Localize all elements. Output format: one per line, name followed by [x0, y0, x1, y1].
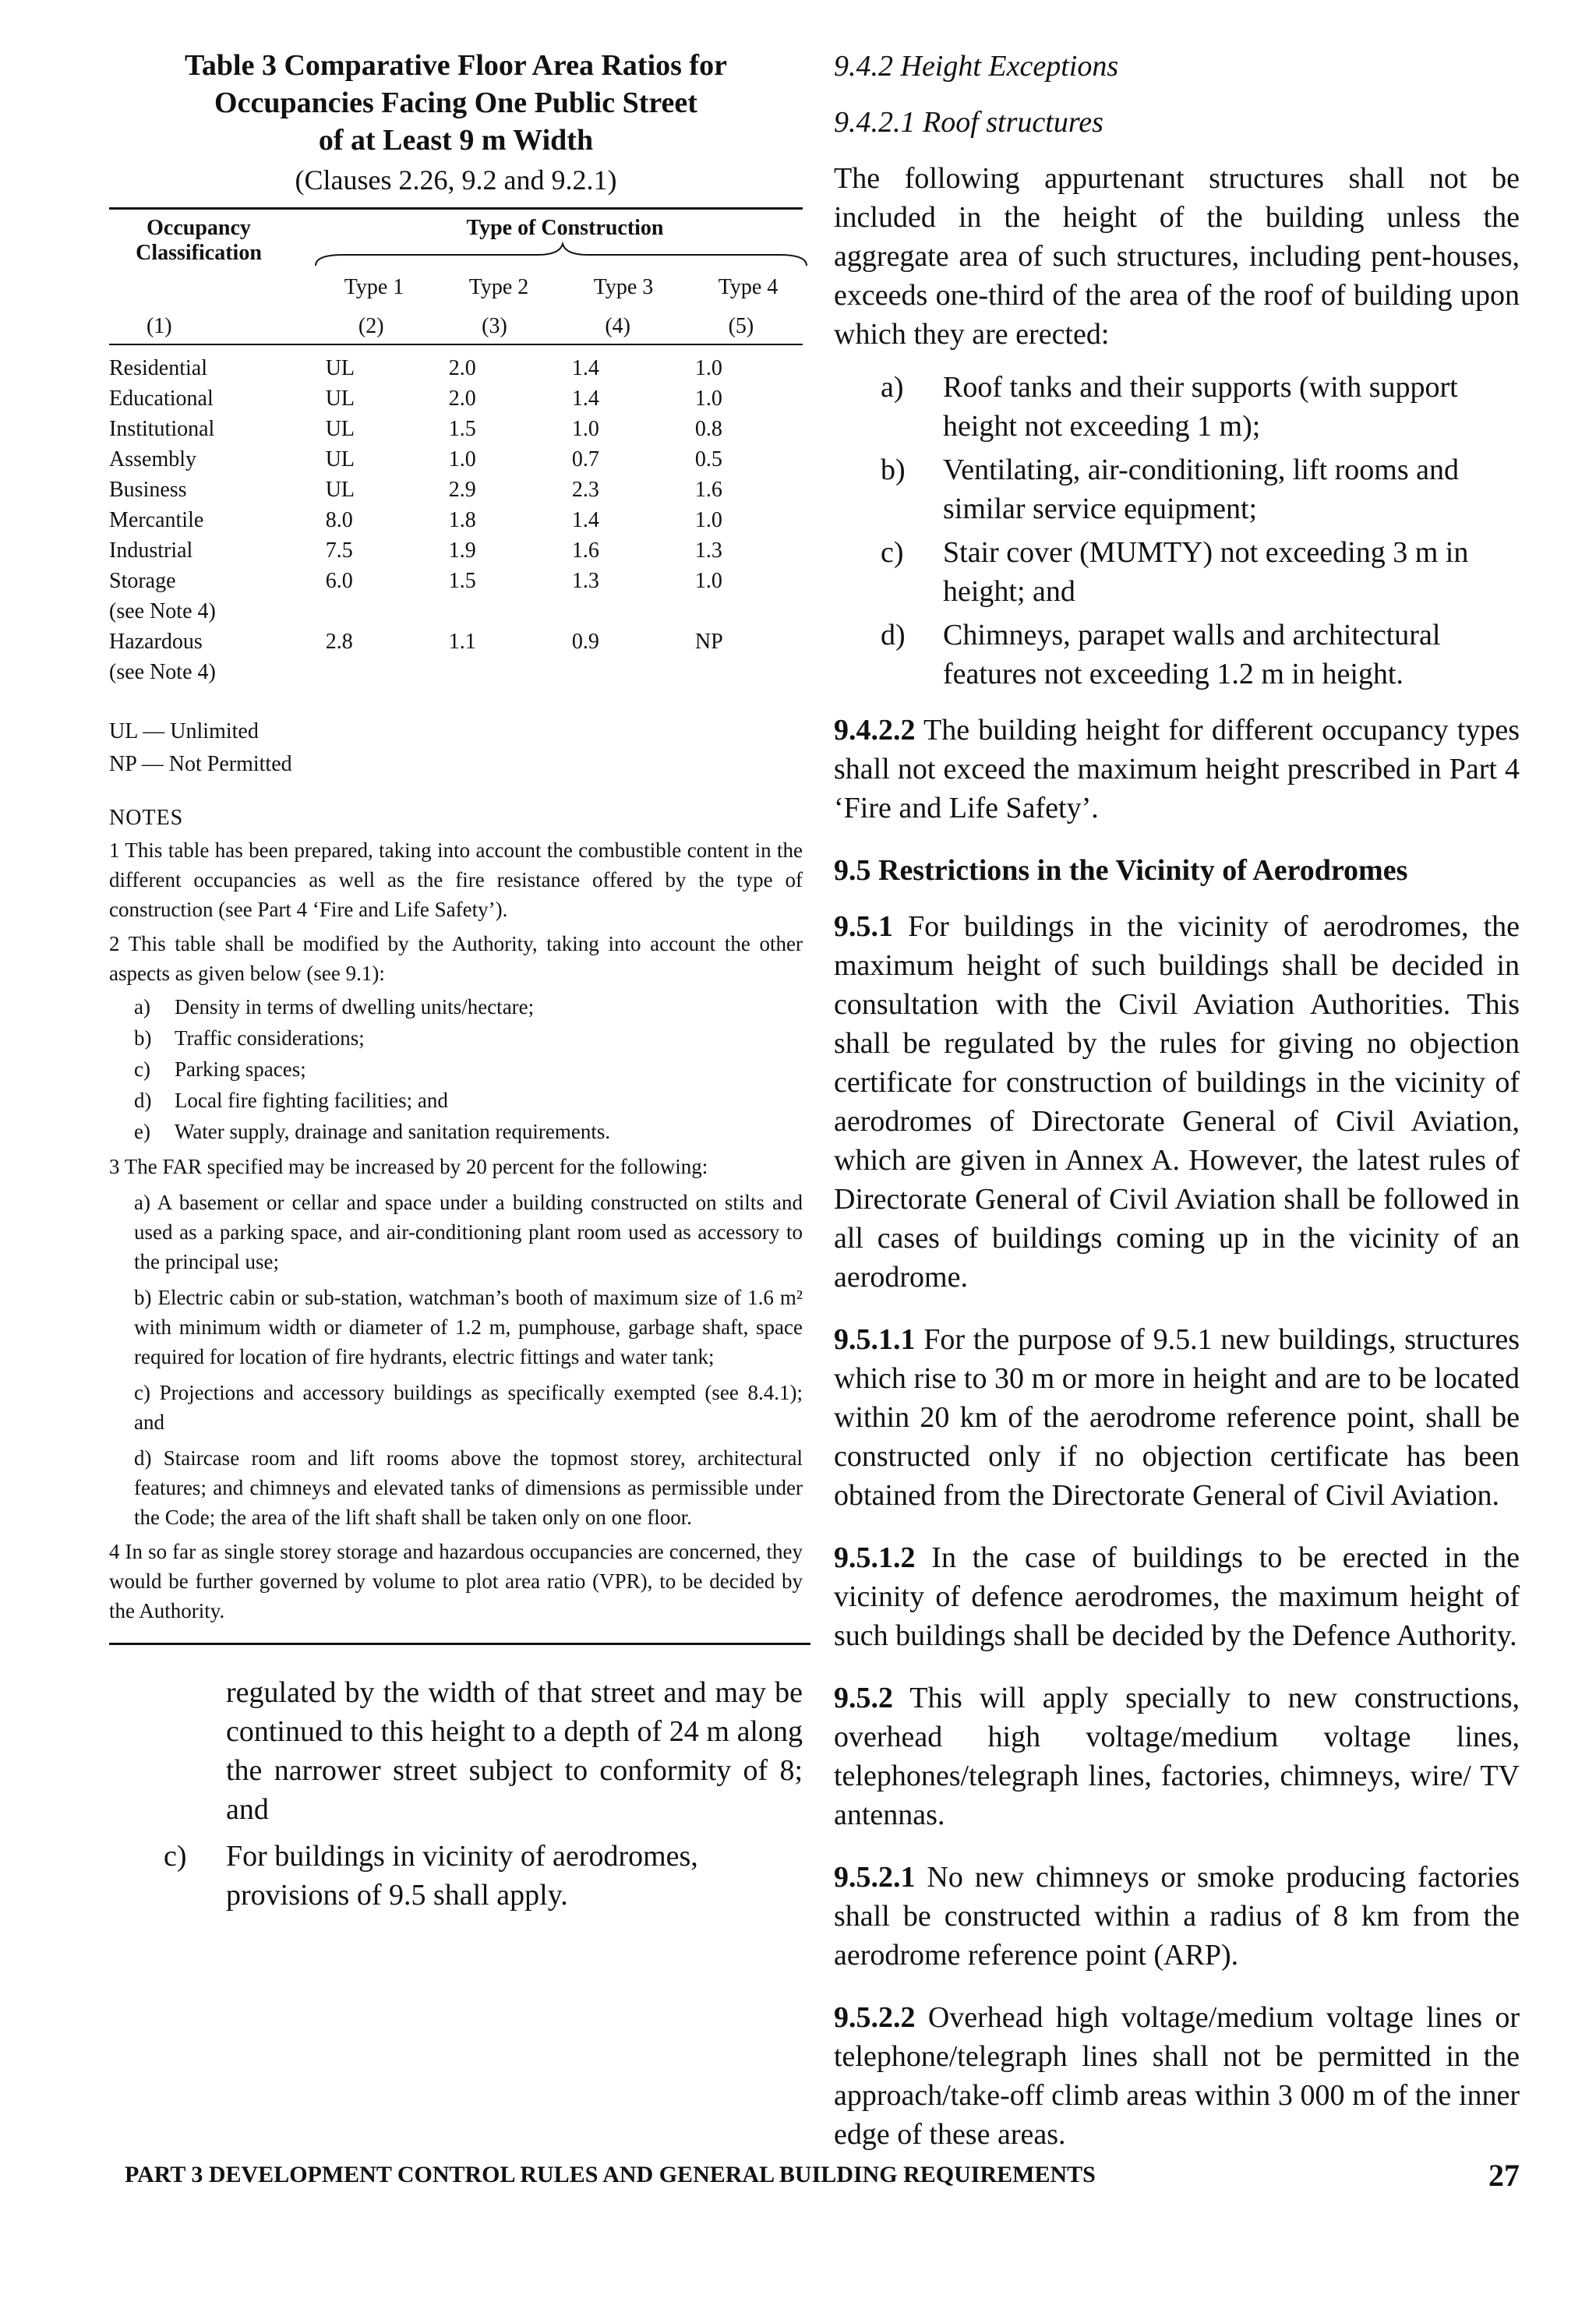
legend-item: UL — Unlimited: [109, 719, 259, 743]
note-2-list: [109, 991, 803, 1147]
table-row: [109, 475, 803, 505]
table-header: [109, 210, 803, 309]
far-value-cell: UL: [325, 478, 355, 502]
paragraph-9-5-2: [834, 1679, 1520, 1834]
clause-text: In the case of buildings to be erected in the vicinity of defence aerodromes, the maximum height of such buildings shall be decided by the Defence Authority.: [834, 1541, 1520, 1652]
clause-number: 9.5.1.1: [834, 1323, 916, 1356]
occupancy-name: Storage: [109, 569, 176, 593]
occupancy-name: Business: [109, 478, 187, 502]
occupancy-cell: [109, 414, 310, 444]
table-bottom-rule: [109, 1643, 810, 1645]
table-title-line: of at Least 9 m Width: [318, 124, 594, 157]
col-number: (1): [146, 314, 172, 338]
far-value-cell: 1.8: [448, 508, 476, 532]
list-label: d): [134, 1089, 152, 1112]
far-value-cell: 1.6: [571, 538, 599, 563]
occupancy-cell: [109, 627, 310, 687]
page-number: 27: [1488, 2158, 1520, 2193]
occupancy-note: (see Note 4): [109, 660, 216, 684]
roof-structures-list: [834, 368, 1520, 694]
list-text: Roof tanks and their supports (with support height not exceeding 1 m);: [943, 371, 1458, 443]
table-row: [109, 535, 803, 566]
far-value-cell: 1.4: [571, 508, 599, 532]
occupancy-cell: [109, 383, 310, 414]
list-text: For buildings in vicinity of aerodromes, provisions of 9.5 shall apply.: [226, 1840, 698, 1912]
far-value-cell: 1.0: [694, 508, 722, 532]
clause-text: For the purpose of 9.5.1 new buildings, structures which rise to 30 m or more in height and are to be located within 20 km of the aerodrome reference point, shall be constructed only if no objection certificate has been obtained from the Directorate General of Civil Aviation.: [834, 1323, 1520, 1512]
note-2: 2 This table shall be modified by the Authority, taking into account the other aspects as given below (see 9.1):: [109, 932, 803, 985]
far-value-cell: 1.6: [694, 478, 722, 502]
col-number: (5): [728, 314, 754, 338]
far-value-cell: 2.0: [448, 387, 476, 411]
type-label: Type 1: [344, 275, 404, 299]
clause-text: No new chimneys or smoke producing factories shall be constructed within a radius of 8 km from the aerodrome reference point (ARP).: [834, 1861, 1520, 1972]
table-title: [109, 47, 803, 159]
far-value-cell: UL: [325, 356, 355, 380]
list-label: c): [134, 1057, 150, 1081]
type-label: Type 3: [593, 275, 654, 299]
far-value-cell: NP: [694, 630, 723, 654]
table-row: [109, 505, 803, 535]
list-text: Ventilating, air-conditioning, lift rooms and similar service equipment;: [943, 454, 1460, 525]
far-value-cell: 1.4: [571, 387, 599, 411]
far-value-cell: 1.0: [694, 569, 722, 593]
clause-number: 9.5.1: [834, 910, 893, 943]
footer-title: PART 3 DEVELOPMENT CONTROL RULES AND GENERAL BUILDING REQUIREMENTS: [125, 2162, 1096, 2187]
far-table: [109, 353, 803, 687]
list-text: Chimneys, parapet walls and architectural features not exceeding 1.2 m in height.: [943, 619, 1441, 690]
clause-text: Overhead high voltage/medium voltage lines or telephone/telegraph lines shall not be permitted in the approach/take-off climb areas within 3 000 m of the inner edge of these areas.: [834, 2001, 1520, 2151]
construction-type-header: Type of Construction: [466, 216, 664, 240]
table-row: [109, 627, 803, 687]
list-item: [109, 1054, 803, 1085]
occupancy-cell: [109, 444, 310, 475]
left-column: [109, 47, 803, 1915]
far-value-cell: 1.3: [571, 569, 599, 593]
brace-icon: [312, 241, 810, 269]
paragraph-9-5-1-1: [834, 1320, 1520, 1515]
far-value-cell: 2.3: [571, 478, 599, 502]
paragraph-9-5-2-1: [834, 1858, 1520, 1975]
clause-number: 9.5.2: [834, 1682, 893, 1714]
note-1: 1 This table has been prepared, taking into account the combustible content in the different occupancies as well as the fire resistance offered by the type of construction (see Part 4 ‘Fire and Life Safety’).: [109, 838, 803, 921]
table-row: [109, 353, 803, 383]
continuation-paragraph: regulated by the width of that street and may be continued to this height to a depth of 24 m along the narrower street subject to conformity of 8; and: [226, 1676, 803, 1826]
list-label: c): [164, 1840, 187, 1873]
occupancy-note: (see Note 4): [109, 599, 216, 623]
table-row: [109, 414, 803, 444]
far-value-cell: 2.8: [325, 630, 353, 654]
col-number: (4): [605, 314, 630, 338]
list-item: [834, 533, 1520, 611]
far-value-cell: 1.5: [448, 569, 476, 593]
continuation-item-c: [109, 1837, 803, 1915]
note-3-item: a) A basement or cellar and space under a building constructed on stilts and used as a parking space, and air-conditioning plant room used as accessory to the principal use;: [134, 1191, 803, 1273]
table-clauses: (Clauses 2.26, 9.2 and 9.2.1): [295, 164, 617, 196]
list-label: b): [881, 454, 906, 486]
list-item: [109, 1022, 803, 1054]
list-text: Water supply, drainage and sanitation requirements.: [175, 1120, 611, 1143]
occupancy-name: Institutional: [109, 417, 215, 441]
far-value-cell: 8.0: [325, 508, 353, 532]
table-row: [109, 566, 803, 627]
far-value-cell: 1.0: [694, 387, 722, 411]
occupancy-cell: [109, 505, 310, 535]
list-item: [109, 991, 803, 1022]
occupancy-name: Hazardous: [109, 630, 203, 654]
list-label: c): [881, 536, 904, 569]
far-value-cell: 0.7: [571, 447, 599, 471]
list-item: [109, 1085, 803, 1116]
far-value-cell: UL: [325, 387, 355, 411]
occupancy-cell: [109, 475, 310, 505]
clause-text: This will apply specially to new constructions, overhead high voltage/medium voltage lines, telephones/telegraph lines, factories, chimneys, wire/ TV antennas.: [834, 1682, 1520, 1831]
right-column: [834, 47, 1520, 2154]
clause-text: For buildings in the vicinity of aerodromes, the maximum height of such buildings shall be decided in consultation with the Civil Aviation Authorities. This shall be regulated by the rules for giving no objection certificate for construction of buildings in the vicinity of aerodromes of Directorate General of Civil Aviation, which are given in Annex A. However, the latest rules of Directorate General of Civil Aviation shall be followed in all cases of buildings coming up in the vicinity of an aerodrome.: [834, 910, 1520, 1294]
list-label: b): [134, 1026, 152, 1050]
note-3-item: c) Projections and accessory buildings as specifically exempted (see 8.4.1); and: [134, 1381, 803, 1434]
table-legend: [109, 715, 803, 781]
note-3-item: b) Electric cabin or sub-station, watchman’s booth of maximum size of 1.6 m² with minimum width or diameter of 1.2 m, pumphouse, garbage shaft, space required for location of fire hydrants, electric fittings and water tank;: [134, 1286, 803, 1368]
clause-number: 9.4.2.2: [834, 714, 916, 747]
occupancy-header: Occupancy Classification: [136, 216, 262, 265]
note-3: 3 The FAR specified may be increased by 20 percent for the following:: [109, 1155, 708, 1178]
far-value-cell: 7.5: [325, 538, 353, 563]
paragraph-9-5-1: [834, 907, 1520, 1297]
occupancy-name: Educational: [109, 387, 214, 411]
far-value-cell: 1.0: [694, 356, 722, 380]
paragraph-9-5-2-2: [834, 1998, 1520, 2154]
table-title-line: Table 3 Comparative Floor Area Ratios for: [185, 49, 727, 82]
occupancy-name: Residential: [109, 356, 207, 380]
table-row: [109, 383, 803, 414]
far-value-cell: 1.1: [448, 630, 476, 654]
legend-item: NP — Not Permitted: [109, 752, 292, 776]
clause-number: 9.5.2.1: [834, 1861, 916, 1894]
far-value-cell: 2.9: [448, 478, 476, 502]
list-label: a): [134, 995, 150, 1019]
col-number: (2): [358, 314, 384, 338]
heading-9-5: 9.5 Restrictions in the Vicinity of Aerodromes: [834, 854, 1408, 887]
paragraph-9-4-2-2: [834, 711, 1520, 828]
far-value-cell: 0.5: [694, 447, 722, 471]
list-label: a): [881, 371, 904, 404]
type-row: [312, 275, 810, 300]
occupancy-name: Mercantile: [109, 508, 204, 532]
far-value-cell: 0.9: [571, 630, 599, 654]
note-3-item: d) Staircase room and lift rooms above the topmost storey, architectural features; and chimneys and elevated tanks of dimensions as permissible under the Code; the area of the lift shaft shall be taken only on one floor.: [134, 1446, 803, 1529]
clause-number: 9.5.2.2: [834, 2001, 916, 2034]
far-value-cell: 1.9: [448, 538, 476, 563]
list-text: Parking spaces;: [175, 1057, 306, 1081]
list-label: d): [881, 619, 906, 651]
type-label: Type 2: [468, 275, 529, 299]
list-item: [834, 616, 1520, 694]
page-footer: [125, 2158, 1520, 2193]
list-text: Traffic considerations;: [175, 1026, 365, 1050]
far-value-cell: 1.5: [448, 417, 476, 441]
far-value-cell: 1.0: [448, 447, 476, 471]
occupancy-cell: [109, 566, 310, 627]
occupancy-cell: [109, 353, 310, 383]
heading-9-4-2: 9.4.2 Height Exceptions: [834, 50, 1119, 83]
list-text: Density in terms of dwelling units/hectare;: [175, 995, 535, 1019]
occupancy-name: Assembly: [109, 447, 196, 471]
col-number: (3): [482, 314, 507, 338]
list-item: [109, 1116, 803, 1147]
far-value-cell: UL: [325, 417, 355, 441]
clause-text: The building height for different occupancy types shall not exceed the maximum height prescribed in Part 4 ‘Fire and Life Safety’.: [834, 714, 1520, 824]
column-number-row: [109, 309, 803, 344]
far-value-cell: 6.0: [325, 569, 353, 593]
far-value-cell: 1.4: [571, 356, 599, 380]
clause-number: 9.5.1.2: [834, 1541, 916, 1574]
list-label: e): [134, 1120, 150, 1143]
occupancy-cell: [109, 535, 310, 566]
paragraph-9-4-2-1: The following appurtenant structures shall not be included in the height of the building unless the aggregate area of such structures, including pent-houses, exceeds one-third of the area of the roof of building upon which they are erected:: [834, 162, 1520, 351]
list-item: [834, 450, 1520, 528]
occupancy-name: Industrial: [109, 538, 193, 563]
list-text: Local fire fighting facilities; and: [175, 1089, 448, 1112]
far-value-cell: UL: [325, 447, 355, 471]
type-label: Type 4: [718, 275, 779, 299]
far-value-cell: 2.0: [448, 356, 476, 380]
table-header-rule: [109, 344, 803, 345]
list-text: Stair cover (MUMTY) not exceeding 3 m in height; and: [943, 536, 1469, 608]
heading-9-4-2-1: 9.4.2.1 Roof structures: [834, 106, 1103, 139]
notes-heading: NOTES: [109, 806, 184, 830]
paragraph-9-5-1-2: [834, 1538, 1520, 1655]
note-4: 4 In so far as single storey storage and hazardous occupancies are concerned, they would be further governed by volume to plot area ratio (VPR), to be decided by the Authority.: [109, 1540, 803, 1622]
list-item: [834, 368, 1520, 446]
table-title-line: Occupancies Facing One Public Street: [214, 86, 697, 119]
table-row: [109, 444, 803, 475]
far-value-cell: 0.8: [694, 417, 722, 441]
far-value-cell: 1.3: [694, 538, 722, 563]
far-value-cell: 1.0: [571, 417, 599, 441]
